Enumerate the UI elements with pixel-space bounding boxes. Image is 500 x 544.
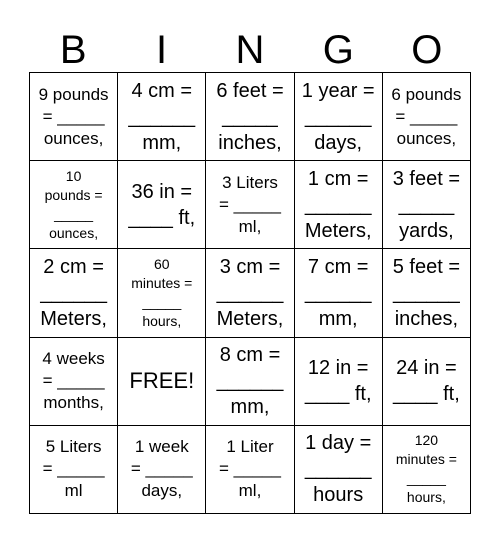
- cell-text: 1 week = _____ days,: [130, 437, 193, 501]
- header-letter-b: B: [59, 28, 87, 72]
- cell-text: 3 Liters = _____ ml,: [219, 172, 281, 236]
- cell-text: 5 feet = ______ inches,: [392, 255, 461, 330]
- cell-text: 1 day = ______ hours: [304, 432, 372, 507]
- bingo-cell[interactable]: [383, 338, 471, 426]
- bingo-cell[interactable]: [295, 249, 383, 337]
- bingo-header: [29, 28, 471, 72]
- bingo-cell[interactable]: [383, 426, 471, 514]
- cell-text: 60 minutes = _____ hours,: [131, 255, 193, 329]
- bingo-cell[interactable]: [383, 73, 471, 161]
- cell-text: 120 minutes = _____ hours,: [395, 432, 457, 506]
- bingo-cell[interactable]: [206, 338, 294, 426]
- bingo-cell[interactable]: [118, 338, 206, 426]
- bingo-cell[interactable]: [118, 73, 206, 161]
- cell-text: 24 in = ____ ft,: [393, 357, 460, 406]
- bingo-cell[interactable]: [383, 249, 471, 337]
- bingo-cell[interactable]: [30, 338, 118, 426]
- cell-text: 3 feet = _____ yards,: [392, 167, 461, 242]
- header-letter-n: N: [235, 28, 265, 72]
- bingo-cell[interactable]: [295, 426, 383, 514]
- cell-text: 2 cm = ______ Meters,: [40, 255, 107, 330]
- bingo-cell[interactable]: [383, 161, 471, 249]
- header-letter-o: O: [411, 28, 443, 72]
- cell-text: 1 cm = ______ Meters,: [304, 167, 372, 242]
- cell-text: 3 cm = ______ Meters,: [216, 255, 284, 330]
- cell-text: 6 pounds = _____ ounces,: [391, 84, 462, 148]
- free-space-cell[interactable]: [206, 249, 294, 337]
- bingo-cell[interactable]: [30, 73, 118, 161]
- cell-text: 6 feet = _____ inches,: [216, 79, 284, 154]
- cell-text: 4 weeks = _____ months,: [42, 349, 105, 413]
- bingo-cell[interactable]: [30, 249, 118, 337]
- bingo-cell[interactable]: [295, 73, 383, 161]
- bingo-cell[interactable]: [295, 161, 383, 249]
- bingo-cell[interactable]: [295, 338, 383, 426]
- bingo-cell[interactable]: [118, 426, 206, 514]
- cell-text: FREE!: [129, 368, 195, 394]
- cell-text: 1 Liter = _____ ml,: [219, 437, 281, 501]
- header-letter-g: G: [322, 28, 354, 72]
- bingo-cell[interactable]: [206, 161, 294, 249]
- cell-text: 36 in = ____ ft,: [128, 180, 196, 229]
- cell-text: 8 cm = ______ mm,: [216, 344, 284, 419]
- bingo-cell[interactable]: [118, 249, 206, 337]
- bingo-cell[interactable]: [206, 426, 294, 514]
- bingo-board: [29, 72, 471, 514]
- header-letter-i: I: [156, 28, 168, 72]
- cell-text: 10 pounds = _____ ounces,: [44, 167, 103, 241]
- bingo-cell[interactable]: [206, 73, 294, 161]
- cell-text: 1 year = ______ days,: [301, 79, 375, 154]
- cell-text: 5 Liters = _____ ml: [42, 437, 105, 501]
- cell-text: 7 cm = ______ mm,: [304, 255, 372, 330]
- bingo-cell[interactable]: [30, 161, 118, 249]
- cell-text: 9 pounds = _____ ounces,: [38, 84, 109, 148]
- bingo-cell[interactable]: [30, 426, 118, 514]
- cell-text: 4 cm = ______ mm,: [128, 79, 196, 154]
- bingo-cell[interactable]: [118, 161, 206, 249]
- cell-text: 12 in = ____ ft,: [304, 357, 372, 406]
